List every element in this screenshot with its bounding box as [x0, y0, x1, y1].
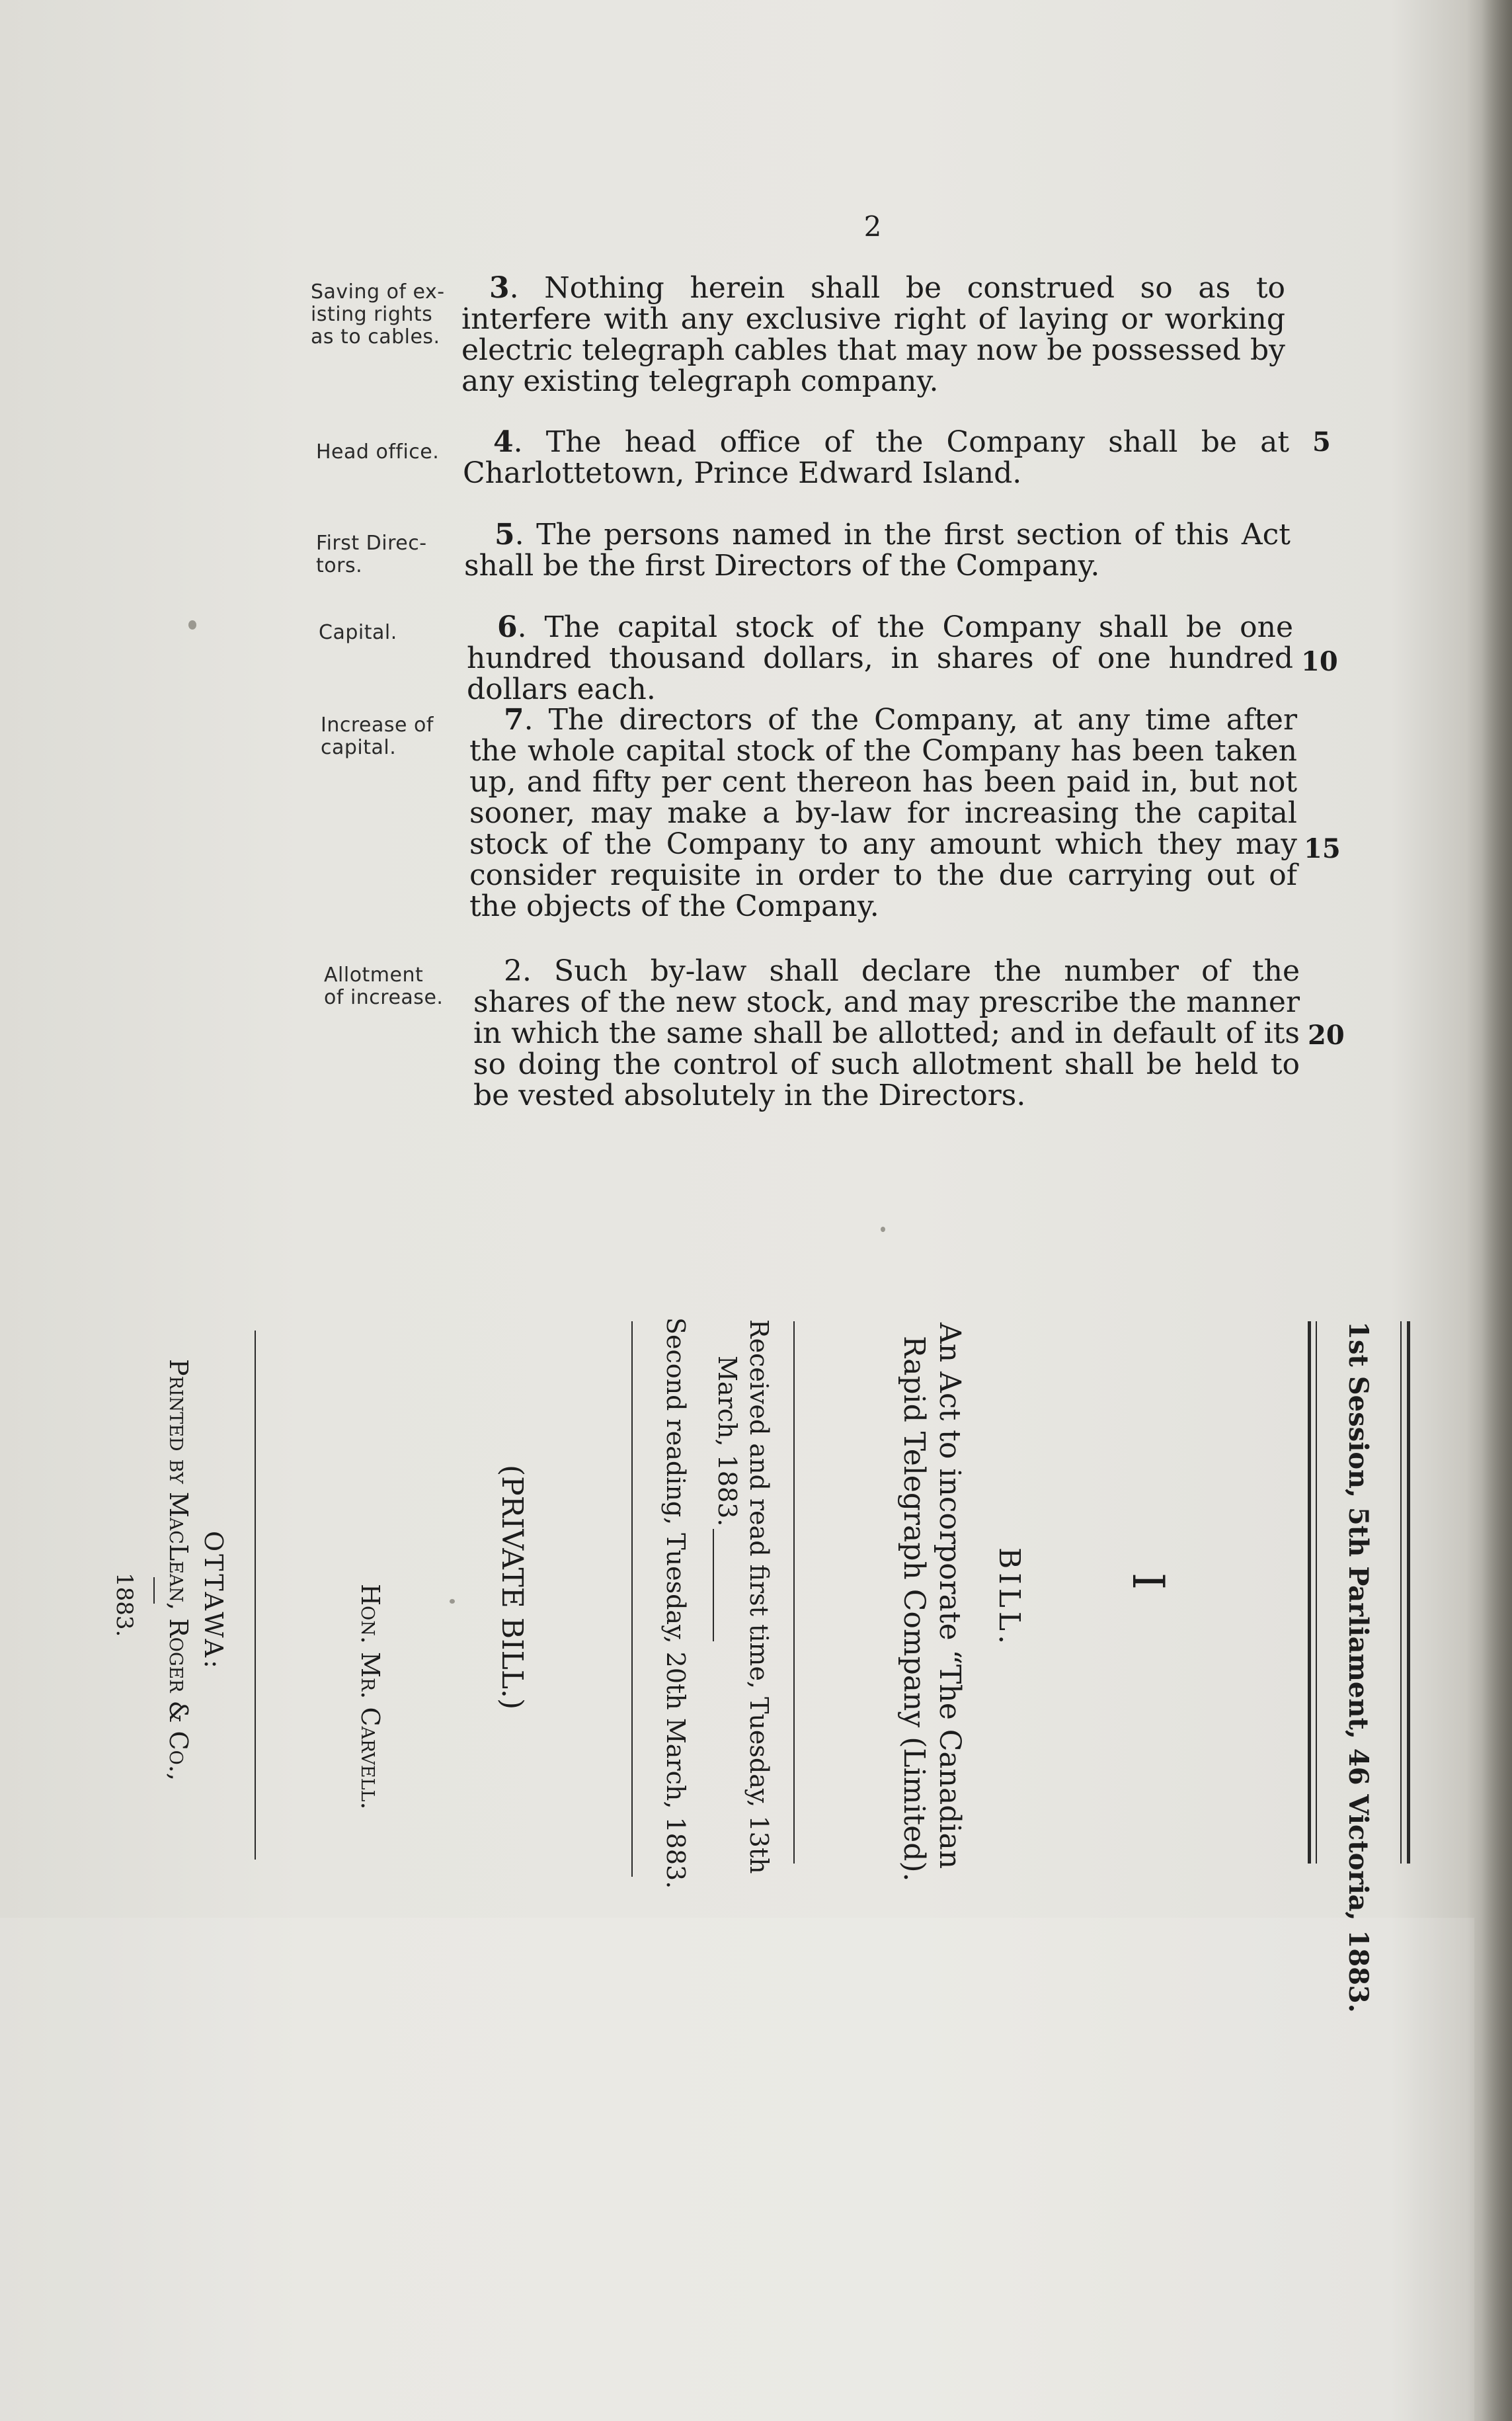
section-5 [464, 519, 1291, 581]
cover-title-line1: An Act to incorporate “The Canadian [933, 1323, 967, 1869]
section-3-text: . Nothing herein shall be construed so as to interfere with any exclusive right of laying or working electric telegraph cables that may now be possessed by any existing telegraph company. [461, 271, 1285, 398]
margin-note-head-office: Head office. [316, 440, 440, 464]
section-4 [463, 427, 1289, 489]
cover-rule-second-reading [631, 1321, 633, 1877]
cover-rule-imprint [255, 1331, 256, 1860]
section-5-text: . The persons named in the first section of this Act shall be the first Directors of the Company. [464, 518, 1291, 583]
cover-rule-thin-outer [1400, 1321, 1402, 1864]
margin-note-first-directors: First Direc- tors. [316, 532, 427, 577]
line-number-5: 5 [1312, 427, 1331, 458]
cover-title-line2: Rapid Telegraph Company (Limited). [897, 1336, 931, 1882]
cover-year: 1883. [111, 1573, 138, 1637]
cover-bill-number: I [1123, 1573, 1174, 1590]
section-3 [461, 272, 1285, 397]
cover-received-line1: Received and read first time, Tuesday, 13th [744, 1319, 774, 1874]
cover-second-reading: Second reading, Tuesday, 20th March, 1883. [661, 1317, 690, 1889]
cover-printer: Printed by MacLean, Roger & Co., [164, 1359, 193, 1781]
paper-speck [881, 1227, 885, 1232]
cover-short-rule [713, 1529, 714, 1641]
margin-note-capital: Capital. [319, 621, 397, 644]
section-4-text: . The head office of the Company shall be at Charlottetown, Prince Edward Island. [463, 425, 1289, 490]
paper-speck [188, 620, 196, 630]
section-7-text: . The directors of the Company, at any time after the whole capital stock of the Company has been taken up, and fifty per cent thereon has been paid in, but not sooner, may make a by-law for increasing the capital stock of the Company to any amount which they may consider requisite in order to the due carrying out of the objects of the Company. [469, 703, 1297, 923]
section-6-text: . The capital stock of the Company shall be one hundred thousand dollars, in shares of one hundred dollars each. [467, 610, 1293, 706]
subsection-2-text: 2. Such by-law shall declare the number of the shares of the new stock, and may prescribe the manner in which the same shall be allotted; and in default of its so doing the control of such allotment shall be held to be vested absolutely in the Directors. [473, 954, 1300, 1112]
section-6-number: 6 [497, 610, 518, 644]
cover-rule-thick-outer [1407, 1321, 1410, 1864]
section-7-number: 7 [504, 703, 524, 737]
section-4-number: 4 [493, 425, 514, 459]
line-number-20: 20 [1308, 1020, 1345, 1051]
paper-lower-band [0, 1918, 1474, 2421]
cover-sponsor: Hon. Mr. Carvell. [356, 1584, 385, 1810]
cover-rule-thin-right [1316, 1321, 1317, 1864]
cover-rule-received-top [793, 1321, 795, 1864]
cover-received-line2: March, 1883. [713, 1356, 742, 1527]
paper-speck [450, 1599, 455, 1604]
cover-session: 1st Session, 5th Parliament, 46 Victoria, 1883. [1343, 1321, 1374, 2013]
section-7 [469, 704, 1297, 922]
cover-city: OTTAWA: [199, 1531, 228, 1671]
cover-private-bill: (PRIVATE BILL.) [495, 1465, 529, 1710]
cover-year-rule [153, 1577, 155, 1604]
cover-bill-heading: BILL. [992, 1547, 1026, 1649]
section-3-number: 3 [489, 271, 510, 305]
page-edge-shadow [1482, 0, 1512, 2421]
margin-note-allotment: Allotment of increase. [324, 964, 444, 1009]
section-7-subsection-2 [473, 956, 1300, 1111]
margin-note-saving-rights: Saving of ex- isting rights as to cables. [311, 280, 445, 349]
line-number-10: 10 [1301, 646, 1338, 677]
margin-note-increase-capital: Increase of capital. [321, 714, 434, 759]
page-number: 2 [863, 210, 882, 243]
section-5-number: 5 [495, 518, 515, 552]
cover-rule-thick-right [1308, 1321, 1311, 1864]
section-6 [467, 612, 1293, 705]
line-number-15: 15 [1304, 833, 1341, 864]
